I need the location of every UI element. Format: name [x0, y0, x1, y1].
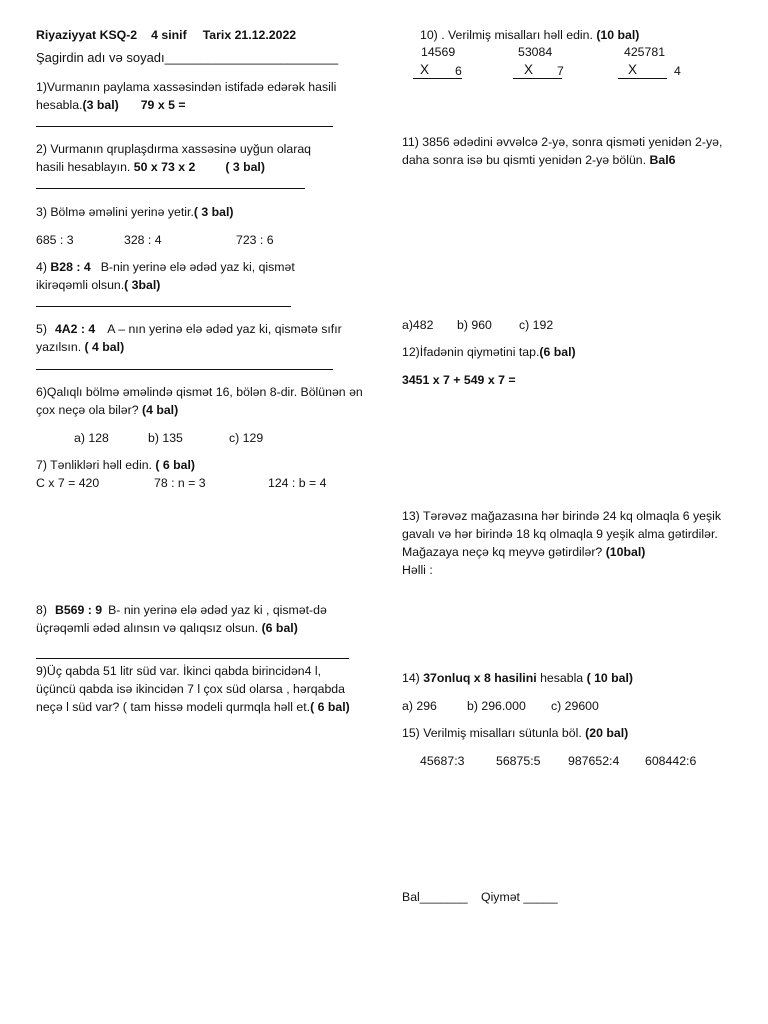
q9-points: ( 6 bal) — [310, 700, 350, 714]
q4-points: ( 3bal) — [124, 278, 161, 292]
q10-number: 14569 — [421, 45, 456, 59]
question-6: 6)Qalıqlı bölmə əməlində qismət 16, bölən 8-dir. Bölünən ən çox neçə ola bilər? (4 bal) — [36, 385, 363, 417]
answer-line-8[interactable] — [36, 658, 349, 659]
q3-item: 328 : 4 — [124, 233, 162, 247]
question-12: 12)İfadənin qiymətini tap.(6 bal) — [402, 345, 576, 359]
q13-points: (10bal) — [605, 545, 646, 559]
grade-field[interactable]: Qiymət _____ — [481, 890, 558, 904]
question-1: 1)Vurmanın paylama xassəsindən istifadə edərək hasili hesabla.(3 bal) 79 x 5 = — [36, 80, 337, 112]
answer-line-5[interactable] — [36, 369, 333, 370]
q10-underline-1 — [413, 78, 462, 79]
q7-points: ( 6 bal) — [155, 458, 196, 472]
q5-expression: 4A2 : 4 — [54, 322, 96, 336]
q10-multiplier: 6 — [455, 64, 462, 78]
q11-option[interactable]: a)482 — [402, 318, 434, 332]
q10-multiplier: 7 — [557, 64, 564, 78]
question-4: 4) B28 : 4 B-nin yerinə elə ədəd yaz ki, qismət ikirəqəmli olsun.( 3bal) — [36, 260, 295, 292]
q15-item: 987652:4 — [568, 754, 620, 768]
q2-points: ( 3 bal) — [225, 160, 265, 174]
q15-item: 45687:3 — [420, 754, 465, 768]
q10-points: (10 bal) — [596, 28, 640, 42]
q14-option[interactable]: b) 296.000 — [467, 699, 526, 713]
q14-points: ( 10 bal) — [586, 671, 634, 685]
multiply-sign: X — [628, 62, 638, 77]
q15-item: 608442:6 — [645, 754, 697, 768]
question-15: 15) Verilmiş misalları sütunla böl. (20 bal) — [402, 726, 629, 740]
q6-option[interactable]: b) 135 — [148, 431, 183, 445]
question-11: 11) 3856 ədədini əvvəlcə 2-yə, sonra qisməti yenidən 2-yə, daha sonra isə bu qismti yenidən 2-yə bölün. Bal6 — [402, 135, 723, 167]
q2-expression: 50 x 73 x 2 — [133, 160, 196, 174]
q3-points: ( 3 bal) — [193, 205, 234, 219]
q6-option[interactable]: c) 129 — [229, 431, 264, 445]
q12-points: (6 bal) — [539, 345, 576, 359]
question-5: 5) 4A2 : 4 A – nın yerinə elə ədəd yaz ki, qismətə sıfır yazılsın. ( 4 bal) — [36, 322, 342, 354]
question-13: 13) Tərəvəz mağazasına hər birində 24 kq olmaqla 6 yeşik gavalı və hər birində 18 kq olmaqla 9 yeşik alma gətirdilər. Mağazaya neçə kq meyvə gətirdilər? (10bal) Həlli : — [402, 509, 721, 577]
q10-number: 425781 — [624, 45, 666, 59]
q7-equation: 124 : b = 4 — [268, 476, 327, 490]
q10-multiplier: 4 — [674, 64, 681, 78]
q3-item: 685 : 3 — [36, 233, 74, 247]
q5-points: ( 4 bal) — [84, 340, 125, 354]
question-10: 10) . Verilmiş misalları həll edin. (10 bal) — [420, 28, 640, 42]
q10-underline-3 — [618, 78, 667, 79]
q3-item: 723 : 6 — [236, 233, 274, 247]
q11-option[interactable]: c) 192 — [519, 318, 554, 332]
question-7: 7) Tənlikləri həll edin. ( 6 bal) — [36, 458, 196, 472]
q15-points: (20 bal) — [585, 726, 629, 740]
q11-points: Bal6 — [649, 153, 676, 167]
q7-equation: 78 : n = 3 — [154, 476, 206, 490]
question-9: 9)Üç qabda 51 litr süd var. İkinci qabda birincidən4 l, üçüncü qabda isə ikincidən 7 l çox süd olarsa , hərqabda neçə l süd var? ( tam hissə modeli qurmqla həll et.( 6 bal) — [36, 664, 350, 714]
question-14: 14) 37onluq x 8 hasilini hesabla ( 10 bal) — [402, 671, 634, 685]
q14-option[interactable]: a) 296 — [402, 699, 437, 713]
question-8: 8) B569 : 9 B- nin yerinə elə ədəd yaz ki , qismət-də üçrəqəmli ədəd alınsın və qalıqsız olsun. (6 bal) — [36, 603, 327, 635]
student-name-field[interactable]: Şagirdin adı və soyadı________________________ — [36, 50, 339, 65]
answer-line-1[interactable] — [36, 126, 333, 127]
q11-option[interactable]: b) 960 — [457, 318, 492, 332]
test-title: Riyaziyyat KSQ-2 — [36, 28, 138, 42]
q8-points: (6 bal) — [261, 621, 298, 635]
multiply-sign: X — [420, 62, 430, 77]
q12-expression: 3451 x 7 + 549 x 7 = — [402, 373, 516, 387]
q6-points: (4 bal) — [141, 403, 179, 417]
question-2: 2) Vurmanın qruplaşdırma xassəsinə uyğun olaraq hasili hesablayın. 50 x 73 x 2 ( 3 bal) — [36, 142, 312, 174]
answer-line-2[interactable] — [36, 188, 305, 189]
q14-option[interactable]: c) 29600 — [551, 699, 599, 713]
q13-solution-label: Həlli : — [402, 563, 433, 577]
answer-line-4[interactable] — [36, 306, 291, 307]
q14-expression: 37onluq x 8 hasilini — [423, 671, 537, 685]
q1-expression: 79 x 5 = — [140, 98, 186, 112]
header — [36, 26, 296, 44]
multiply-sign: X — [524, 62, 534, 77]
q6-option[interactable]: a) 128 — [74, 431, 109, 445]
question-3: 3) Bölmə əməlini yerinə yetir.( 3 bal) — [36, 205, 234, 219]
q10-underline-2 — [513, 78, 562, 79]
q8-expression: B569 : 9 — [54, 603, 103, 617]
grade: 4 sinif — [151, 28, 187, 42]
q4-expression: B28 : 4 — [50, 260, 91, 274]
q7-equation: C x 7 = 420 — [36, 476, 100, 490]
score-field[interactable]: Bal_______ — [402, 890, 468, 904]
date: Tarix 21.12.2022 — [202, 28, 297, 42]
q10-number: 53084 — [518, 45, 553, 59]
q1-points: (3 bal) — [82, 98, 119, 112]
q15-item: 56875:5 — [496, 754, 541, 768]
